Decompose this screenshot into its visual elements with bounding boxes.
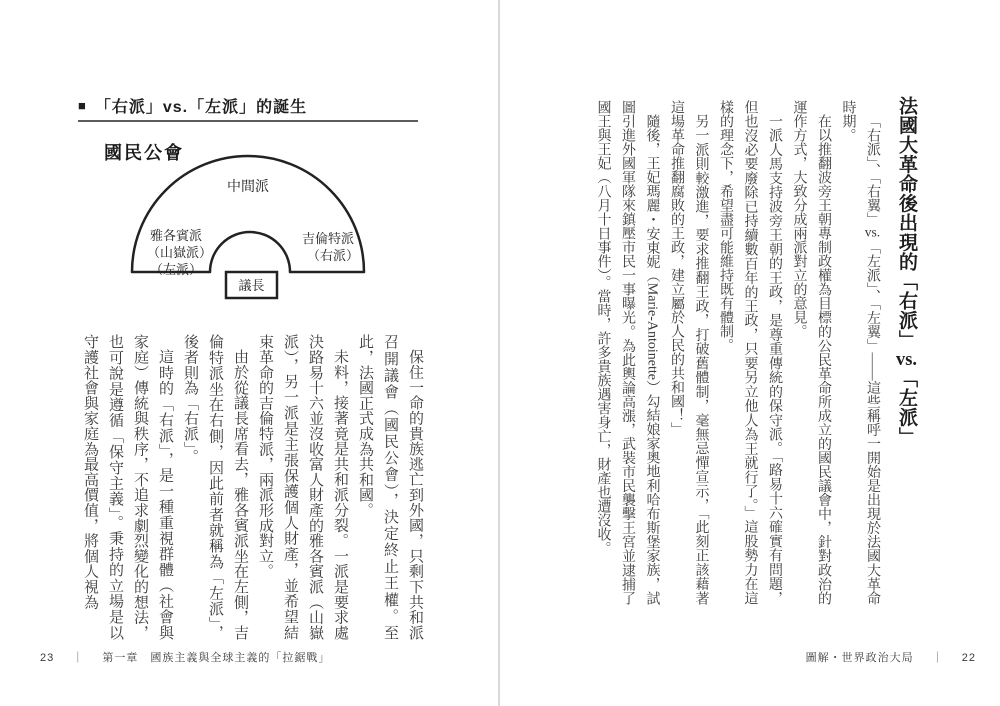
- left-faction-label-line1: 雅各賓派: [150, 228, 203, 243]
- paragraph: 這時的「右派」，是一種重視群體（社會與家庭）傳統與秩序，不追求劇烈變化的想法，也可說是遵循「保守主義」。秉持的立場是以守護社會與家庭為最高價值，將個人視為: [82, 334, 173, 640]
- paragraph: 未料，接著竟是共和派分裂。一派是要求處決路易十六並沒收富人財產的雅各賓派（山嶽派），另一派是主張保護個人財產，並希望結束革命的吉倫特派，兩派形成對立。: [257, 334, 348, 640]
- article-title-vs: vs.: [896, 349, 917, 369]
- section-square-icon: ■: [78, 98, 87, 113]
- section-header: [78, 94, 307, 117]
- right-faction-label-line2: （右派）: [307, 248, 360, 263]
- paragraph: 隨後，王妃瑪麗・安東妮（Marie-Antoinette）勾結娘家奧地利哈布斯堡家族，試圖引進外國軍隊來鎮壓市民一事曝光。為此輿論高漲，武裝市民襲擊王宮並逮捕了國王與王妃（八月十日事件）。當時，許多貴族遇害身亡，財產也遭沒收。: [595, 100, 660, 605]
- paragraph: 在以推翻波旁王朝專制政權為目標的公民革命所成立的國民議會中，針對政治的運作方式，大致分成兩派對立的意見。: [791, 100, 831, 605]
- paragraph: 由於從議長席看去，雅各賓派坐在左側，吉倫特派坐在右側，因此前者就稱為「左派」，後者則為「右派」。: [182, 334, 248, 640]
- book-title: 圖解・世界政治大局: [805, 652, 914, 664]
- diagram-title: 國民公會: [104, 143, 184, 163]
- footer-separator: ｜: [931, 652, 944, 664]
- left-faction-label-line2: （山嶽派）: [147, 245, 213, 260]
- right-faction-label-line1: 吉倫特派: [302, 231, 355, 246]
- center-faction-label: 中間派: [227, 178, 269, 194]
- chapter-title: 第一章 國族主義與全球主義的「拉鋸戰」: [102, 652, 331, 664]
- right-page-body: [584, 100, 884, 605]
- paragraph: 「右派」、「右翼」vs.「左派」、「左翼」——這些稱呼一開始是出現於法國大革命時期。: [840, 100, 881, 605]
- page-gutter-divider: [498, 0, 500, 706]
- article-title-part1: 法國大革命後出現的「右派」: [896, 96, 917, 350]
- national-convention-diagram: [110, 130, 390, 310]
- section-header-rule: [78, 120, 418, 122]
- footer-separator: ｜: [72, 652, 85, 664]
- page-number: 23: [40, 652, 55, 664]
- paragraph: 一派人馬支持波旁王朝的王政，是尊重傳統的保守派。「路易十六確實有問題，但也沒必要廢除已持續數百年的王政，只要另立他人為王就行了。」這股勢力在這樣的理念下，希望盡可能維持既有體制。: [718, 100, 782, 605]
- section-header-label: 「右派」vs.「左派」的誕生: [94, 99, 308, 116]
- article-title: [893, 96, 920, 576]
- left-page-body: [75, 334, 427, 640]
- paragraph: 保住一命的貴族逃亡到外國，只剩下共和派召開議會（國民公會），決定終止王權。至此，法國正式成為共和國。: [357, 334, 423, 640]
- chairman-label: 議長: [238, 278, 265, 293]
- left-faction-label-line3: （左派）: [150, 262, 203, 277]
- right-footer: [806, 649, 976, 665]
- paragraph: 另一派則較激進，要求推翻王政，打破舊體制，毫無忌憚宣示，「此刻正該藉著這場革命推翻腐敗的王政，建立屬於人民的共和國！」: [669, 100, 709, 605]
- page-number: 22: [961, 652, 976, 664]
- left-footer: [40, 649, 330, 665]
- article-title-part2: 「左派」: [896, 368, 917, 447]
